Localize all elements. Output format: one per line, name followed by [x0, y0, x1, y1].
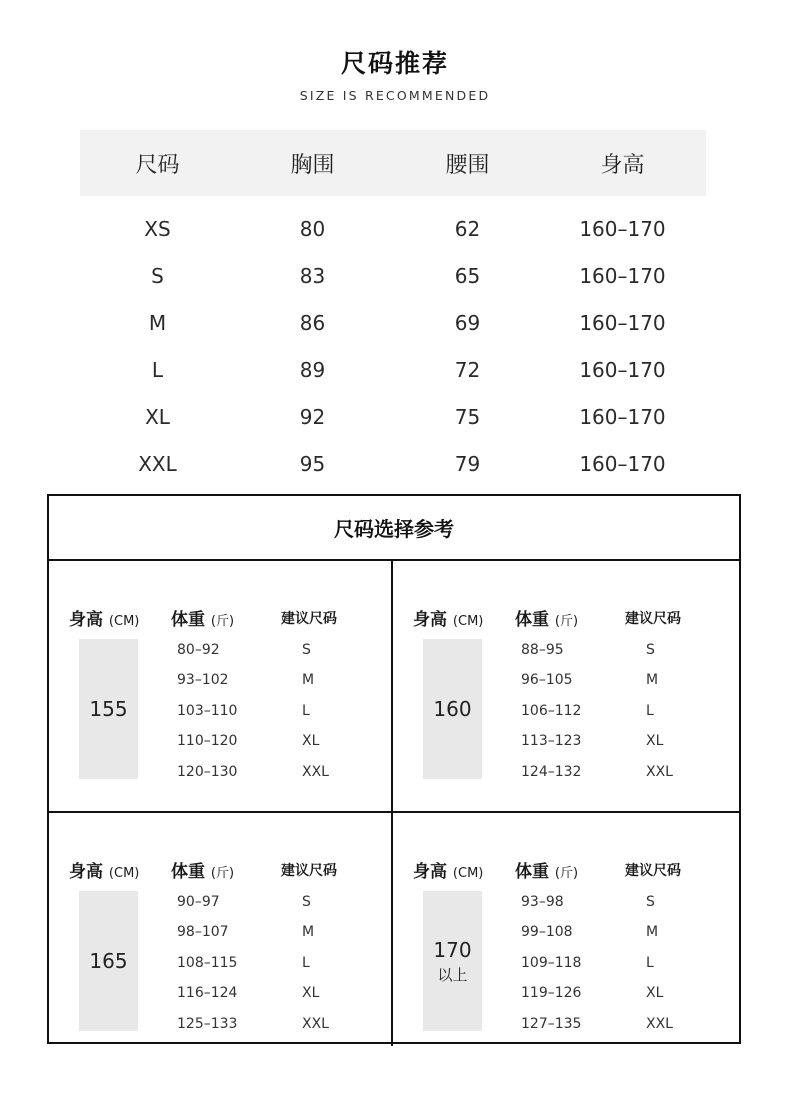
- height-value-box: [79, 891, 138, 1031]
- size-column-label: 建议尺码: [281, 611, 337, 627]
- weight-unit: (斤): [210, 866, 235, 881]
- table-row: [80, 205, 706, 252]
- recommended-size: M: [646, 924, 659, 941]
- weight-list: [177, 635, 267, 787]
- cell-waist: 69: [454, 310, 481, 335]
- cell-chest: 86: [299, 310, 326, 335]
- page-title: 尺码推荐: [340, 49, 449, 78]
- weight-range: 110–120: [177, 733, 238, 750]
- recommended-size: XL: [302, 733, 320, 750]
- weight-column-label: [171, 605, 234, 630]
- table-row: [80, 299, 706, 346]
- height-unit: (CM): [108, 866, 140, 881]
- cell-size: XXL: [138, 451, 177, 476]
- height-unit: (CM): [452, 614, 484, 629]
- page-subtitle: SIZE IS RECOMMENDED: [299, 88, 491, 103]
- cell-height: 160–170: [579, 263, 666, 288]
- cell-size: L: [151, 357, 164, 382]
- weight-range: 103–110: [177, 702, 238, 719]
- weight-range: 108–115: [177, 954, 238, 971]
- weight-label-text: 体重: [171, 610, 205, 630]
- weight-range: 113–123: [521, 733, 582, 750]
- weight-list: [521, 635, 611, 787]
- height-value-box: [423, 639, 482, 779]
- reference-group-170: [393, 813, 733, 1063]
- weight-range: 119–126: [521, 985, 582, 1002]
- size-list: [302, 635, 362, 787]
- weight-range: 127–135: [521, 1015, 582, 1032]
- weight-label-text: 体重: [171, 862, 205, 882]
- cell-size: M: [148, 310, 167, 335]
- height-value: 165: [89, 949, 128, 973]
- recommended-size: M: [302, 924, 315, 941]
- column-header-height: 身高: [600, 152, 645, 178]
- weight-range: 124–132: [521, 763, 582, 780]
- column-header-size: 尺码: [135, 152, 180, 178]
- cell-waist: 72: [454, 357, 481, 382]
- weight-range: 96–105: [521, 672, 573, 689]
- height-value-box: [79, 639, 138, 779]
- cell-height: 160–170: [579, 451, 666, 476]
- column-header-waist: 腰围: [445, 152, 490, 178]
- recommended-size: L: [302, 702, 310, 719]
- height-label-text: 身高: [69, 610, 103, 630]
- cell-chest: 83: [299, 263, 326, 288]
- height-label-text: 身高: [413, 862, 447, 882]
- height-label-text: 身高: [69, 862, 103, 882]
- recommended-size: XXL: [646, 763, 673, 780]
- size-chart-body: [80, 205, 706, 487]
- cell-chest: 92: [299, 404, 326, 429]
- recommended-size: XL: [646, 985, 664, 1002]
- recommended-size: XXL: [302, 763, 329, 780]
- table-row: [80, 346, 706, 393]
- table-row: [80, 440, 706, 487]
- height-unit: (CM): [452, 866, 484, 881]
- weight-unit: (斤): [554, 614, 579, 629]
- cell-waist: 62: [454, 216, 481, 241]
- cell-waist: 79: [454, 451, 481, 476]
- size-list: [646, 635, 706, 787]
- height-value: 160: [433, 697, 472, 721]
- height-value: 155: [89, 697, 128, 721]
- weight-range: 80–92: [177, 642, 220, 658]
- height-value-suffix: 以上: [437, 965, 468, 984]
- cell-height: 160–170: [579, 404, 666, 429]
- recommended-size: L: [646, 702, 654, 719]
- weight-unit: (斤): [210, 614, 235, 629]
- size-chart-table: [80, 130, 706, 487]
- weight-range: 88–95: [521, 642, 564, 658]
- reference-group-155: [49, 561, 389, 811]
- recommended-size: L: [302, 954, 310, 971]
- weight-range: 90–97: [177, 894, 220, 910]
- weight-column-label: [515, 605, 578, 630]
- column-header-chest: 胸围: [290, 152, 335, 178]
- cell-chest: 80: [299, 216, 326, 241]
- weight-range: 125–133: [177, 1015, 238, 1032]
- recommended-size: M: [646, 672, 659, 689]
- recommended-size: S: [302, 642, 311, 658]
- weight-range: 99–108: [521, 924, 573, 941]
- recommended-size: XL: [302, 985, 320, 1002]
- weight-label-text: 体重: [515, 862, 549, 882]
- height-column-label: [413, 857, 483, 882]
- size-reference-title: 尺码选择参考: [49, 496, 739, 561]
- cell-chest: 89: [299, 357, 326, 382]
- recommended-size: L: [646, 954, 654, 971]
- height-column-label: [69, 857, 139, 882]
- weight-unit: (斤): [554, 866, 579, 881]
- cell-size: XS: [144, 216, 171, 241]
- cell-height: 160–170: [579, 357, 666, 382]
- weight-range: 120–130: [177, 763, 238, 780]
- cell-height: 160–170: [579, 216, 666, 241]
- weight-range: 98–107: [177, 924, 229, 941]
- weight-range: 93–98: [521, 894, 564, 910]
- recommended-size: XL: [646, 733, 664, 750]
- height-label-text: 身高: [413, 610, 447, 630]
- recommended-size: S: [646, 642, 655, 658]
- size-column-label: 建议尺码: [281, 863, 337, 879]
- reference-group-165: [49, 813, 389, 1063]
- reference-group-160: [393, 561, 733, 811]
- weight-column-label: [515, 857, 578, 882]
- cell-size: XL: [145, 404, 170, 429]
- table-row: [80, 393, 706, 440]
- size-list: [646, 887, 706, 1039]
- recommended-size: S: [646, 894, 655, 910]
- cell-height: 160–170: [579, 310, 666, 335]
- height-value-box: [423, 891, 482, 1031]
- weight-list: [177, 887, 267, 1039]
- size-chart-header: [80, 130, 706, 196]
- height-unit: (CM): [108, 614, 140, 629]
- recommended-size: S: [302, 894, 311, 910]
- weight-range: 106–112: [521, 702, 582, 719]
- recommended-size: M: [302, 672, 315, 689]
- cell-size: S: [151, 263, 164, 288]
- height-column-label: [69, 605, 139, 630]
- weight-range: 93–102: [177, 672, 229, 689]
- size-list: [302, 887, 362, 1039]
- cell-waist: 75: [454, 404, 481, 429]
- height-column-label: [413, 605, 483, 630]
- cell-waist: 65: [454, 263, 481, 288]
- height-value: 170: [433, 937, 472, 962]
- weight-column-label: [171, 857, 234, 882]
- recommended-size: XXL: [646, 1015, 673, 1032]
- weight-range: 109–118: [521, 954, 582, 971]
- weight-label-text: 体重: [515, 610, 549, 630]
- size-column-label: 建议尺码: [625, 611, 681, 627]
- weight-list: [521, 887, 611, 1039]
- table-row: [80, 252, 706, 299]
- recommended-size: XXL: [302, 1015, 329, 1032]
- weight-range: 116–124: [177, 985, 238, 1002]
- size-reference-panel: [47, 494, 741, 1044]
- size-column-label: 建议尺码: [625, 863, 681, 879]
- cell-chest: 95: [299, 451, 326, 476]
